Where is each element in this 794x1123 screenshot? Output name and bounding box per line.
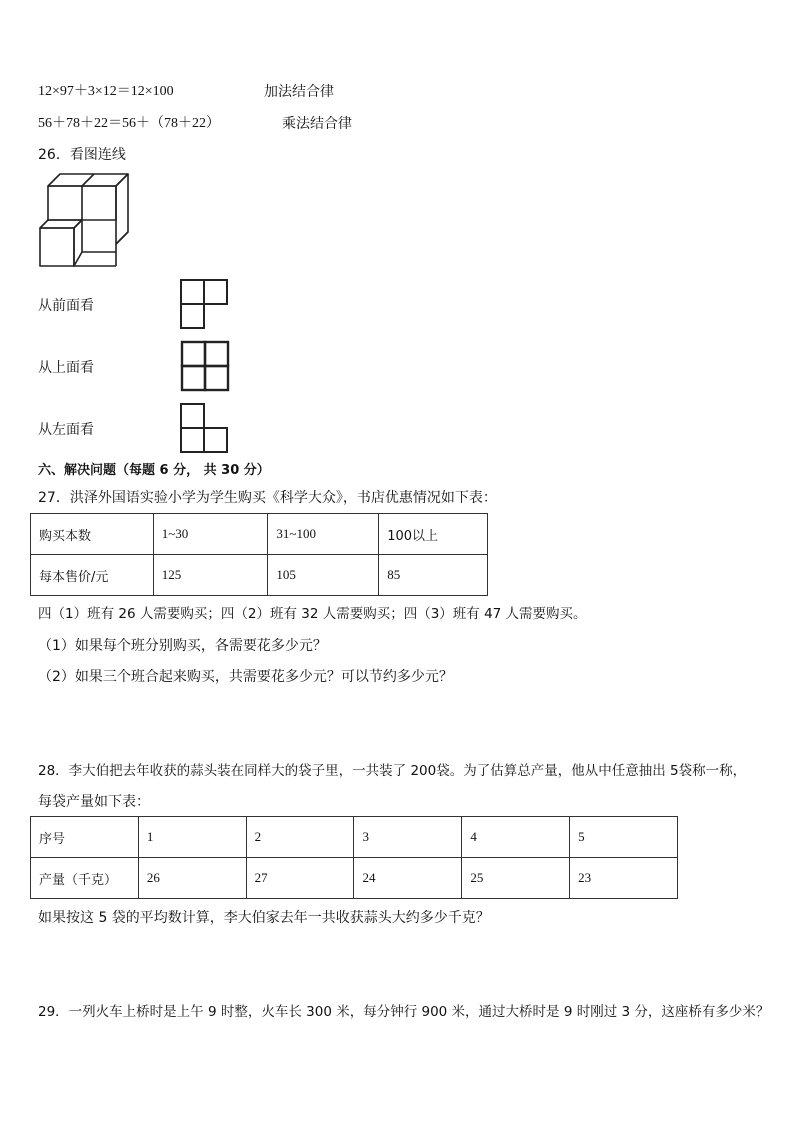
price-table bbox=[30, 513, 488, 596]
table-cell: 85 bbox=[379, 555, 488, 596]
view-diagram-a[interactable] bbox=[178, 278, 230, 332]
table-row bbox=[31, 555, 488, 596]
table-cell: 3 bbox=[354, 817, 462, 858]
table-row bbox=[31, 858, 678, 899]
question-27-sub2: （2）如果三个班合起来购买，共需要花多少元？可以节约多少元？ bbox=[38, 669, 453, 685]
question-27-title: 27．洪泽外国语实验小学为学生购买《科学大众》，书店优惠情况如下表： bbox=[38, 490, 497, 506]
view-diagram-c[interactable] bbox=[178, 402, 230, 456]
table-cell: 序号 bbox=[31, 817, 139, 858]
question-27-sub1: （1）如果每个班分别购买，各需要花多少元？ bbox=[38, 638, 327, 654]
table-cell: 23 bbox=[570, 858, 678, 899]
section-title: 六、解决问题（每题 6 分， 共 30 分） bbox=[38, 463, 270, 478]
table-cell: 1~30 bbox=[153, 514, 268, 555]
table-row bbox=[31, 817, 678, 858]
yield-table bbox=[30, 816, 678, 899]
table-cell: 5 bbox=[570, 817, 678, 858]
table-cell: 24 bbox=[354, 858, 462, 899]
question-28-line1: 28．李大伯把去年收获的蒜头装在同样大的袋子里，一共装了 200袋。为了估算总产量，他从中任意抽出 5袋称一称， bbox=[38, 763, 747, 779]
table-cell: 4 bbox=[462, 817, 570, 858]
question-28-question: 如果按这 5 袋的平均数计算，李大伯家去年一共收获蒜头大约多少千克？ bbox=[38, 910, 490, 926]
table-row bbox=[31, 514, 488, 555]
table-cell: 100以上 bbox=[379, 514, 488, 555]
table-cell: 125 bbox=[153, 555, 268, 596]
table-cell: 产量（千克） bbox=[31, 858, 139, 899]
view-diagram-b[interactable] bbox=[178, 340, 232, 394]
table-cell: 26 bbox=[138, 858, 246, 899]
table-cell: 1 bbox=[138, 817, 246, 858]
view-label-top: 从上面看 bbox=[38, 360, 94, 376]
table-cell: 105 bbox=[268, 555, 379, 596]
view-label-front: 从前面看 bbox=[38, 298, 94, 314]
question-28-line2: 每袋产量如下表： bbox=[38, 794, 150, 810]
law-label-2: 乘法结合律 bbox=[282, 116, 352, 132]
question-26-title: 26．看图连线 bbox=[38, 147, 126, 163]
table-cell: 25 bbox=[462, 858, 570, 899]
table-cell: 购买本数 bbox=[31, 514, 154, 555]
expression-1: 12×97＋3×12＝12×100 bbox=[38, 84, 174, 99]
law-label-1: 加法结合律 bbox=[264, 84, 334, 100]
question-27-intro: 四（1）班有 26 人需要购买；四（2）班有 32 人需要购买；四（3）班有 47 人需要购买。 bbox=[38, 606, 587, 622]
table-cell: 31~100 bbox=[268, 514, 379, 555]
expression-2: 56＋78＋22＝56＋（78＋22） bbox=[38, 116, 220, 131]
table-cell: 2 bbox=[246, 817, 354, 858]
table-cell: 27 bbox=[246, 858, 354, 899]
table-cell: 每本售价/元 bbox=[31, 555, 154, 596]
view-label-left: 从左面看 bbox=[38, 422, 94, 438]
cube-solid-figure bbox=[36, 170, 136, 272]
question-29-text: 29．一列火车上桥时是上午 9 时整，火车长 300 米，每分钟行 900 米，通过大桥时是 9 时刚过 3 分，这座桥有多少米？ bbox=[38, 1004, 770, 1020]
